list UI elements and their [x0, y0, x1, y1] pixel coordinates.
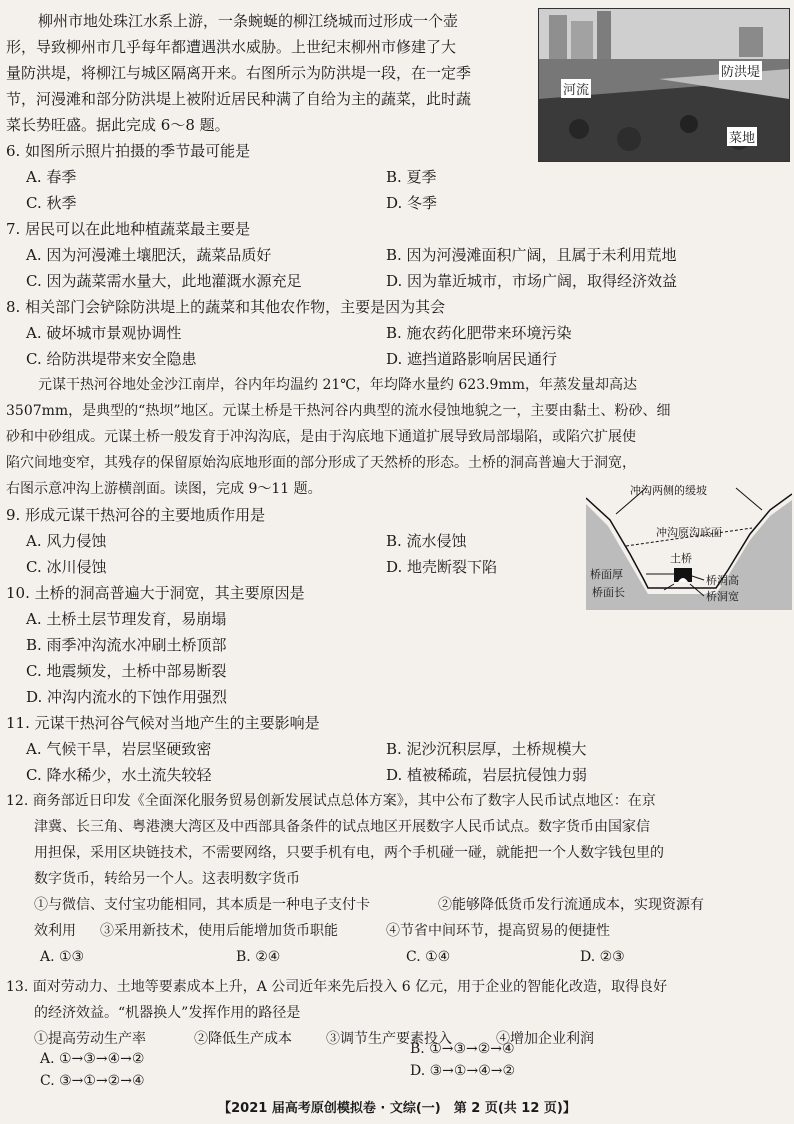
q11-option-d[interactable]: D. 植被稀疏，岩层抗侵蚀力弱 — [386, 766, 588, 784]
question-13-options — [6, 1041, 790, 1089]
q7-option-a[interactable]: A. 因为河漫滩土壤肥沃，蔬菜品质好 — [26, 246, 272, 264]
question-11 — [6, 710, 786, 788]
q11-stem: 11. 元谋干热河谷气候对当地产生的主要影响是 — [6, 714, 320, 732]
q6-option-c[interactable]: C. 秋季 — [26, 194, 77, 212]
q10-option-c[interactable]: C. 地震频发，土桥中部易断裂 — [26, 662, 227, 680]
length-leader — [664, 584, 674, 590]
q10-option-b[interactable]: B. 雨季冲沟流水冲刷土桥顶部 — [26, 636, 227, 654]
intro1-line-4: 节，河漫滩和部分防洪堤上被附近居民种满了自给为主的蔬菜，此时蔬 — [6, 90, 472, 108]
diagram-label-slope: 冲沟两侧的缓坡 — [630, 484, 707, 497]
intro1-line-3: 量防洪堤，将柳江与城区隔离开来。右图所示为防洪堤一段，在一定季 — [6, 64, 472, 82]
diagram-label-floor: 冲沟原沟底面 — [656, 526, 722, 539]
intro2-line-2: 3507mm，是典型的“热坝”地区。元谋土桥是干热河谷内典型的流水侵蚀地貌之一，主要由黏土、粉砂、细 — [6, 403, 671, 419]
q12-option-d[interactable]: D. ②③ — [580, 949, 625, 965]
hole-height-leader — [692, 576, 704, 580]
q8-stem: 8. 相关部门会铲除防洪堤上的蔬菜和其他农作物，主要是因为其会 — [6, 298, 446, 316]
q12-option-a[interactable]: A. ①③ — [40, 949, 85, 965]
q6-option-b[interactable]: B. 夏季 — [386, 168, 437, 186]
q10-option-d[interactable]: D. 冲沟内流水的下蚀作用强烈 — [26, 688, 228, 706]
q11-option-a[interactable]: A. 气候干旱，岩层坚硬致密 — [26, 740, 212, 758]
q12-statement-4: ④节省中间环节，提高贸易的便捷性 — [386, 923, 610, 939]
intro2-line-1: 元谋干热河谷地处金沙江南岸，谷内年均温约 21℃，年均降水量约 623.9mm，年蒸发量却高达 — [38, 377, 638, 393]
q13-option-b[interactable]: B. ①→③→②→④ — [410, 1041, 515, 1057]
question-13 — [6, 974, 790, 1052]
q13-line-1: 13. 面对劳动力、土地等要素成本上升，A 公司近年来先后投入 6 亿元，用于企业的智能化改造，取得良好 — [6, 979, 668, 995]
q9-option-b[interactable]: B. 流水侵蚀 — [386, 532, 467, 550]
diagram-label-length: 桥面长 — [592, 586, 625, 599]
q12-option-b[interactable]: B. ②④ — [236, 949, 281, 965]
q12-statement-1: ①与微信、支付宝功能相同，其本质是一种电子支付卡 — [34, 897, 370, 913]
q12-option-c[interactable]: C. ①④ — [406, 949, 451, 965]
q7-option-b[interactable]: B. 因为河漫滩面积广阔，且属于未利用荒地 — [386, 246, 677, 264]
diagram-label-thickness: 桥面厚 — [590, 568, 623, 581]
intro-yuanmou — [6, 372, 790, 502]
q7-option-c[interactable]: C. 因为蔬菜需水量大，此地灌溉水源充足 — [26, 272, 302, 290]
q12-line-4: 数字货币，转给另一个人。这表明数字货币 — [34, 871, 300, 887]
photo-label-levee: 防洪堤 — [719, 61, 762, 80]
photo-label-vegetable: 菜地 — [727, 127, 757, 146]
intro-liuzhou — [6, 8, 536, 138]
q13-statement-1: ①提高劳动生产率 — [34, 1031, 146, 1047]
intro2-line-4: 陷穴间地变窄，其残存的保留原始沟底地形面的部分形成了天然桥的形态。土桥的洞高普遍大于洞宽， — [6, 455, 636, 471]
intro1-line-5: 菜长势旺盛。据此完成 6～8 题。 — [6, 116, 230, 134]
slope-leader-right — [736, 488, 762, 510]
q13-option-a[interactable]: A. ①→③→④→② — [40, 1051, 145, 1067]
q9-stem: 9. 形成元谋干热河谷的主要地质作用是 — [6, 506, 266, 524]
question-9 — [6, 502, 586, 580]
q13-statement-4: ④增加企业利润 — [496, 1031, 594, 1047]
q6-option-a[interactable]: A. 春季 — [26, 168, 77, 186]
q13-option-d[interactable]: D. ③→①→④→② — [410, 1063, 516, 1079]
q11-option-b[interactable]: B. 泥沙沉积层厚，土桥规模大 — [386, 740, 587, 758]
q6-option-d[interactable]: D. 冬季 — [386, 194, 438, 212]
q8-option-b[interactable]: B. 施农药化肥带来环境污染 — [386, 324, 572, 342]
question-10 — [6, 580, 586, 710]
q12-statement-2: ②能够降低货币发行流通成本，实现资源有 — [438, 897, 704, 913]
q13-statement-3: ③调节生产要素投入 — [326, 1031, 452, 1047]
q11-option-c[interactable]: C. 降水稀少，水土流失较轻 — [26, 766, 212, 784]
intro2-line-5: 右图示意冲沟上游横剖面。读图，完成 9～11 题。 — [6, 481, 322, 497]
q13-line-2: 的经济效益。“机器换人”发挥作用的路径是 — [34, 1005, 301, 1021]
q9-option-a[interactable]: A. 风力侵蚀 — [26, 532, 107, 550]
question-8 — [6, 294, 786, 372]
diagram-label-bridge: 土桥 — [670, 552, 692, 565]
q12-line-1: 12. 商务部近日印发《全面深化服务贸易创新发展试点总体方案》，其中公布了数字人民币试点地区：在京 — [6, 793, 656, 809]
q8-option-c[interactable]: C. 给防洪堤带来安全隐患 — [26, 350, 197, 368]
question-7 — [6, 216, 786, 294]
q9-option-c[interactable]: C. 冰川侵蚀 — [26, 558, 107, 576]
q13-statement-2: ②降低生产成本 — [194, 1031, 292, 1047]
q12-statement-3: ③采用新技术，使用后能增加货币职能 — [100, 923, 338, 939]
photo-label-river: 河流 — [561, 79, 591, 98]
q7-stem: 7. 居民可以在此地种植蔬菜最主要是 — [6, 220, 251, 238]
q10-stem: 10. 土桥的洞高普遍大于洞宽，其主要原因是 — [6, 584, 305, 602]
page-footer: 【2021 届高考原创模拟卷 · 文综(一) 第 2 页(共 12 页)】 — [218, 1101, 576, 1116]
intro2-line-3: 砂和中砂组成。元谋土桥一般发育于冲沟沟底，是由于沟底地下通道扩展导致局部塌陷，或陷穴扩展使 — [6, 429, 636, 445]
diagram-label-hole-height: 桥洞高 — [706, 574, 739, 587]
intro1-line-1: 柳州市地处珠江水系上游，一条蜿蜒的柳江绕城而过形成一个壶 — [38, 12, 459, 30]
q7-option-d[interactable]: D. 因为靠近城市，市场广阔，取得经济效益 — [386, 272, 678, 290]
q8-option-d[interactable]: D. 遮挡道路影响居民通行 — [386, 350, 558, 368]
question-12 — [6, 788, 790, 970]
question-6 — [6, 138, 786, 216]
q6-stem: 6. 如图所示照片拍摄的季节最可能是 — [6, 142, 251, 160]
q9-option-d[interactable]: D. 地壳断裂下陷 — [386, 558, 498, 576]
q12-line-2: 津冀、长三角、粤港澳大湾区及中西部具备条件的试点地区开展数字人民币试点。数字货币由国家信 — [34, 819, 650, 835]
q12-statement-2-cont: 效利用 — [34, 923, 76, 939]
q12-line-3: 用担保，采用区块链技术，不需要网络，只要手机有电，两个手机碰一碰，就能把一个人数字钱包里的 — [34, 845, 664, 861]
intro1-line-2: 形，导致柳州市几乎每年都遭遇洪水威胁。上世纪末柳州市修建了大 — [6, 38, 457, 56]
q13-option-c[interactable]: C. ③→①→②→④ — [40, 1073, 145, 1089]
diagram-label-hole-width: 桥洞宽 — [706, 590, 739, 603]
q8-option-a[interactable]: A. 破坏城市景观协调性 — [26, 324, 182, 342]
q10-option-a[interactable]: A. 土桥土层节理发育，易崩塌 — [26, 610, 227, 628]
gully-cross-section-diagram — [586, 484, 792, 610]
